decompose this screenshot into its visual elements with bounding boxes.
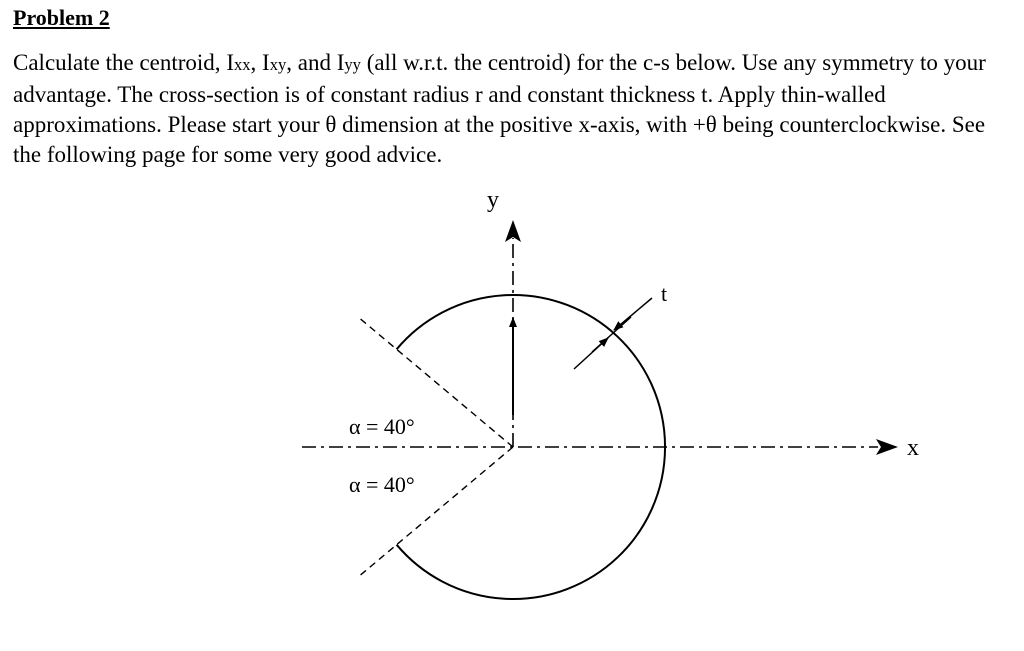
iyy-symbol: Iyy	[336, 50, 361, 75]
problem-statement: Calculate the centroid, Ixx, Ixy, and Iyy (all w.r.t. the centroid) for the c-s below. Use any symmetry to your advantage. The cross-section is of constant radius r and constant thickness t. Apply thin-walled approximations. Please start your θ dimension at the positive x-axis, with +θ being counterclockwise. See the following page for some very good advice.	[13, 50, 986, 167]
y-axis-label: y	[487, 187, 499, 213]
alpha-lower-dashed-line	[360, 447, 513, 576]
x-axis-arrowhead	[876, 439, 898, 455]
thickness-label: t	[661, 281, 668, 306]
problem-title: Problem 2	[13, 5, 110, 30]
thickness-arrow-outer	[614, 298, 652, 330]
ixx-symbol: Ixx	[226, 50, 251, 75]
statement-prefix: Calculate the centroid,	[13, 50, 227, 75]
alpha-upper-label: α = 40°	[349, 414, 415, 439]
x-axis-label: x	[907, 435, 919, 461]
thickness-tick	[592, 317, 631, 352]
statement-rest: (all w.r.t. the centroid) for the c-s below. Use any symmetry to your advantage. The cross-section is of constant radius r and constant thickness t. Apply thin-walled approximations. Please start your θ dimension at the positive x-axis, with +θ being counterclockwise. See the following page for some very good advice.	[13, 50, 986, 167]
alpha-lower-label: α = 40°	[349, 472, 415, 497]
ixy-symbol: Ixy	[262, 50, 287, 75]
